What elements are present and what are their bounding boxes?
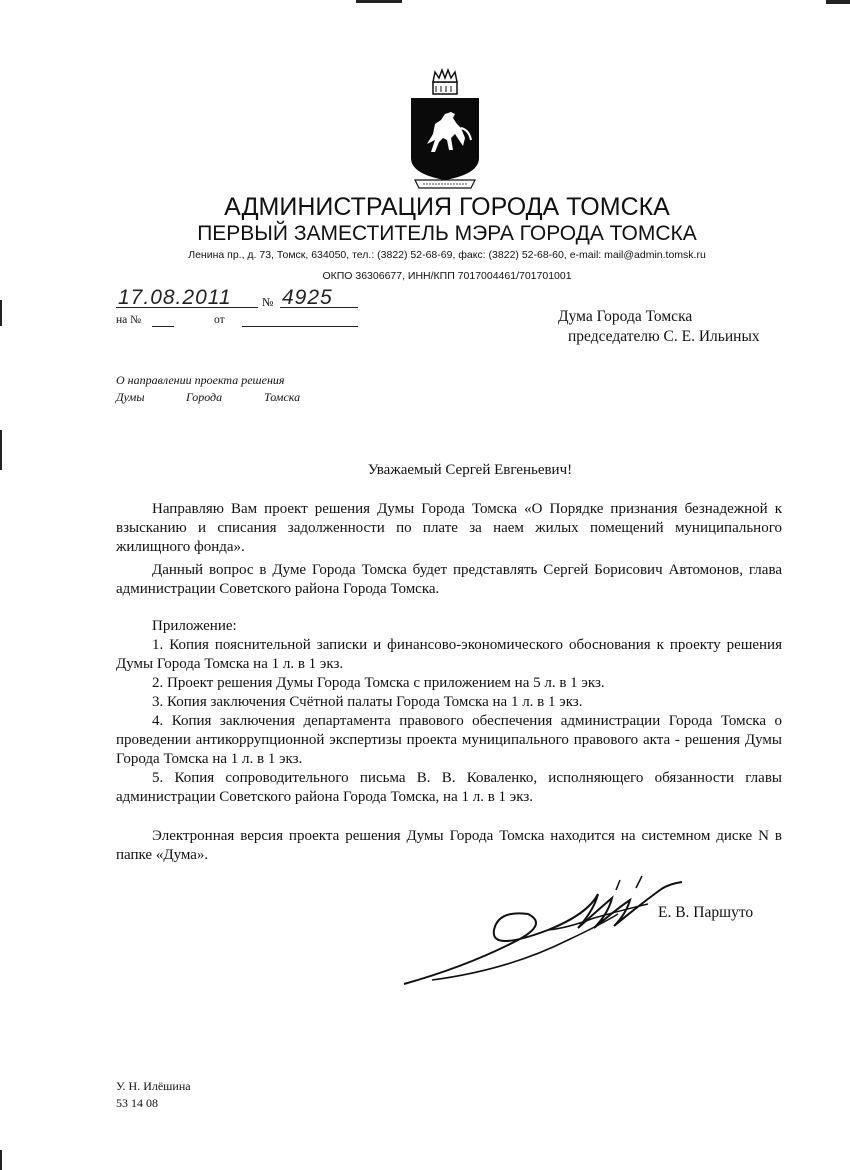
appendix-item: 2. Проект решения Думы Города Томска с приложением на 5 л. в 1 экз. [152,675,605,691]
org-name: АДМИНИСТРАЦИЯ ГОРОДА ТОМСКА [224,193,670,221]
contact-address: Ленина пр., д. 73, Томск, 634050, тел.: (3822) 52-68-69, факс: (3822) 52-68-60, e-mail: mail@admin.tomsk.ru [188,249,706,261]
reference-date-label: от [214,314,225,326]
body-paragraph: Электронная версия проекта решения Думы Города Томска находится на системном диске N в папке «Дума». [116,828,782,863]
appendix-item: 5. Копия сопроводительного письма В. В. Коваленко, исполняющего обязанности главы администрации Советского района Города Томска, на 1 л. в 1 экз. [116,770,782,805]
subject-line: О направлении проекта решения [116,373,285,387]
registration-date-line [116,307,258,308]
appendix-item: 1. Копия пояснительной записки и финансово-экономического обоснования к проекту решения Думы Города Томска на 1 л. в 1 экз. [116,637,782,672]
performer-name: У. Н. Илёшина [116,1079,191,1093]
appendix-item: 4. Копия заключения департамента правового обеспечения администрации Города Томска о проведении антикоррупционной экспертизы проекта муниципального правового акта - решения Думы Города Томска на 1 л. в 1 экз. [116,713,782,767]
subject-word: Томска [264,390,301,404]
reference-date-line [242,326,358,327]
scan-mark-corner [826,0,850,4]
official-title: ПЕРВЫЙ ЗАМЕСТИТЕЛЬ МЭРА ГОРОДА ТОМСКА [197,222,697,245]
registration-number-label: № [262,295,274,309]
subject-word: Думы [116,390,145,404]
scan-mark-left [0,1150,2,1170]
greeting: Уважаемый Сергей Евгеньевич! [367,462,573,478]
tomsk-coat-of-arms-icon [405,68,485,190]
scan-mark-left [0,300,2,326]
registration-number: 4925 [282,286,333,309]
signer-name: Е. В. Паршуто [658,904,754,921]
subject [116,372,300,406]
recipient-person: председателю С. Е. Ильиных [568,328,760,345]
recipient-org: Дума Города Томска [558,308,693,325]
appendix-item: 3. Копия заключения Счётной палаты Города Томска на 1 л. в 1 экз. [152,694,583,710]
appendix-title: Приложение: [152,618,237,634]
appendix-list [116,636,782,807]
body-paragraph: Данный вопрос в Думе Города Томска будет представлять Сергей Борисович Автомонов, глава администрации Советского района Города Томска. [116,562,782,597]
org-codes: ОКПО 36306677, ИНН/КПП 7017004461/701701001 [322,270,572,282]
recipient-block [558,307,760,347]
subject-line [116,389,300,406]
body-paragraph: Направляю Вам проект решения Думы Города Томска «О Порядке признания безнадежной к взысканию и списания задолженности по плате за наем жилых помещений муниципального жилищного фонда». [116,501,782,555]
handwritten-signature [398,870,690,990]
registration-number-line [280,307,358,308]
performer-phone: 53 14 08 [116,1096,158,1110]
scan-mark-top [356,0,402,3]
reference-number-label: на № [116,314,142,326]
registration-date: 17.08.2011 [118,286,232,309]
reference-number-line [152,326,174,327]
subject-word: Города [186,390,223,404]
